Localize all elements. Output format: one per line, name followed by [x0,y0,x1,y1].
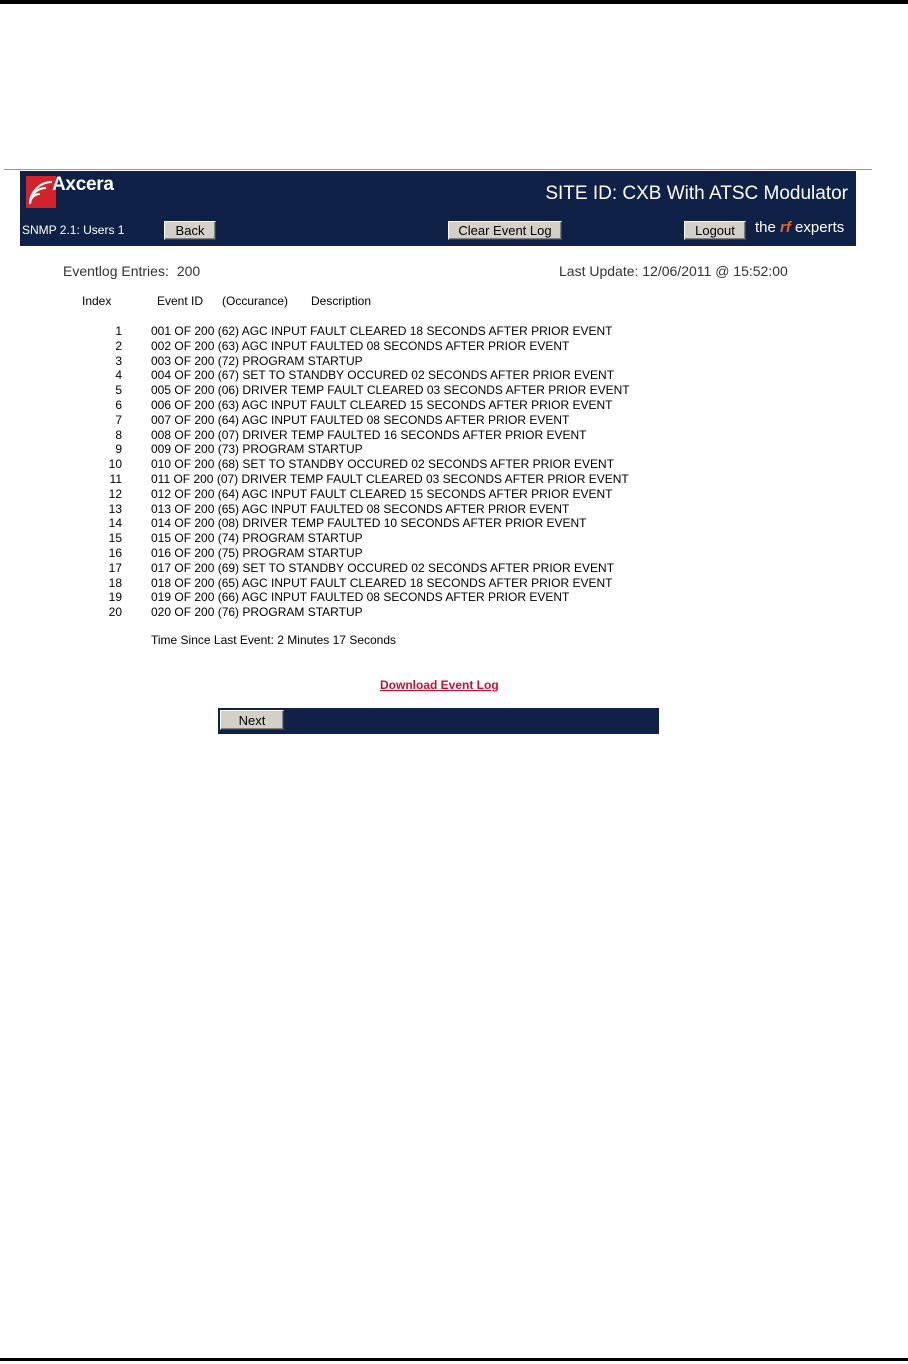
event-index: 20 [108,605,122,620]
event-row [90,383,650,398]
event-text: 010 OF 200 (68) SET TO STANDBY OCCURED 02 SECONDS AFTER PRIOR EVENT [151,457,615,472]
header-divider [4,169,872,170]
tagline-pre: the [755,219,776,236]
event-index: 11 [109,471,122,486]
event-index: 9 [115,442,122,457]
event-text: 004 OF 200 (67) SET TO STANDBY OCCURED 02 SECONDS AFTER PRIOR EVENT [151,368,615,383]
event-index: 1 [115,324,122,338]
event-row [90,531,650,546]
event-text: 016 OF 200 (75) PROGRAM STARTUP [151,545,363,560]
event-row [90,590,650,605]
event-row [90,398,650,413]
event-row [90,428,650,443]
event-row [90,502,650,517]
column-header-occurance: (Occurance) [222,294,289,308]
event-text: 009 OF 200 (73) PROGRAM STARTUP [151,442,363,457]
event-text: 014 OF 200 (08) DRIVER TEMP FAULTED 10 SECONDS AFTER PRIOR EVENT [151,516,587,531]
event-text: 020 OF 200 (76) PROGRAM STARTUP [151,605,363,620]
event-text: 018 OF 200 (65) AGC INPUT FAULT CLEARED 18 SECONDS AFTER PRIOR EVENT [151,575,613,590]
entries-value: 200 [176,263,201,279]
column-header-description: Description [311,294,372,308]
event-index: 16 [108,545,122,560]
event-text: 002 OF 200 (63) AGC INPUT FAULTED 08 SECONDS AFTER PRIOR EVENT [151,338,570,353]
event-row [90,354,650,369]
event-index: 14 [108,516,122,531]
clear-event-log-button[interactable]: Clear Event Log [448,221,562,240]
pagination-bar [218,708,659,734]
event-index: 18 [108,575,122,590]
event-index: 5 [115,383,122,398]
event-index: 15 [108,531,122,546]
event-row [90,516,650,531]
bottom-rule [0,1358,908,1361]
event-index: 19 [108,590,122,605]
event-row [90,324,650,339]
event-text: 019 OF 200 (66) AGC INPUT FAULTED 08 SECONDS AFTER PRIOR EVENT [151,590,570,605]
event-row [90,339,650,354]
logo-text: Axcera [52,174,114,195]
back-button[interactable]: Back [164,221,216,240]
event-index: 10 [108,457,122,472]
download-event-log-link[interactable]: Download Event Log [380,678,499,692]
event-index: 12 [108,486,122,501]
event-row [90,442,650,457]
last-update: Last Update: 12/06/2011 @ 15:52:00 [559,263,788,279]
event-index: 3 [115,353,122,368]
next-button[interactable]: Next [220,710,284,730]
logout-button[interactable]: Logout [684,221,746,240]
event-text: 012 OF 200 (64) AGC INPUT FAULT CLEARED 15 SECONDS AFTER PRIOR EVENT [151,486,613,501]
event-index: 6 [115,397,122,412]
column-header-index: Index [82,294,112,308]
tagline [755,219,844,236]
event-text: 006 OF 200 (63) AGC INPUT FAULT CLEARED 15 SECONDS AFTER PRIOR EVENT [151,397,613,412]
entries-label: Eventlog Entries: [63,263,169,279]
event-text: 008 OF 200 (07) DRIVER TEMP FAULTED 16 SECONDS AFTER PRIOR EVENT [151,427,587,442]
event-text: 007 OF 200 (64) AGC INPUT FAULTED 08 SECONDS AFTER PRIOR EVENT [151,412,570,427]
event-row [90,546,650,561]
event-index: 8 [115,427,122,442]
event-index: 2 [115,338,122,353]
tagline-post: experts [795,219,845,236]
event-row [90,561,650,576]
header-bar [20,171,856,246]
event-row [90,605,650,620]
event-text: 003 OF 200 (72) PROGRAM STARTUP [151,353,363,368]
event-index: 13 [108,501,122,516]
event-list [90,324,650,620]
event-row [90,368,650,383]
site-title: SITE ID: CXB With ATSC Modulator [545,183,848,204]
event-text: 005 OF 200 (06) DRIVER TEMP FAULT CLEARED 03 SECONDS AFTER PRIOR EVENT [151,383,630,398]
event-row [90,472,650,487]
event-row [90,457,650,472]
time-since-last-event: Time Since Last Event: 2 Minutes 17 Seconds [151,633,397,647]
top-rule [0,0,908,4]
event-index: 17 [108,560,122,575]
event-text: 011 OF 200 (07) DRIVER TEMP FAULT CLEARED 03 SECONDS AFTER PRIOR EVENT [151,471,629,486]
axcera-logo [26,174,126,208]
event-row [90,413,650,428]
event-row [90,576,650,591]
event-text: 015 OF 200 (74) PROGRAM STARTUP [151,531,363,546]
event-row [90,487,650,502]
event-text: 017 OF 200 (69) SET TO STANDBY OCCURED 02 SECONDS AFTER PRIOR EVENT [151,560,615,575]
tagline-rf: rf [780,219,791,236]
event-index: 4 [115,368,122,383]
column-header-event-id: Event ID [157,294,204,308]
event-index: 7 [115,412,122,427]
eventlog-entries [63,263,200,279]
event-text: 001 OF 200 (62) AGC INPUT FAULT CLEARED 18 SECONDS AFTER PRIOR EVENT [151,324,613,338]
event-text: 013 OF 200 (65) AGC INPUT FAULTED 08 SECONDS AFTER PRIOR EVENT [151,501,570,516]
snmp-status: SNMP 2.1: Users 1 [22,223,125,237]
